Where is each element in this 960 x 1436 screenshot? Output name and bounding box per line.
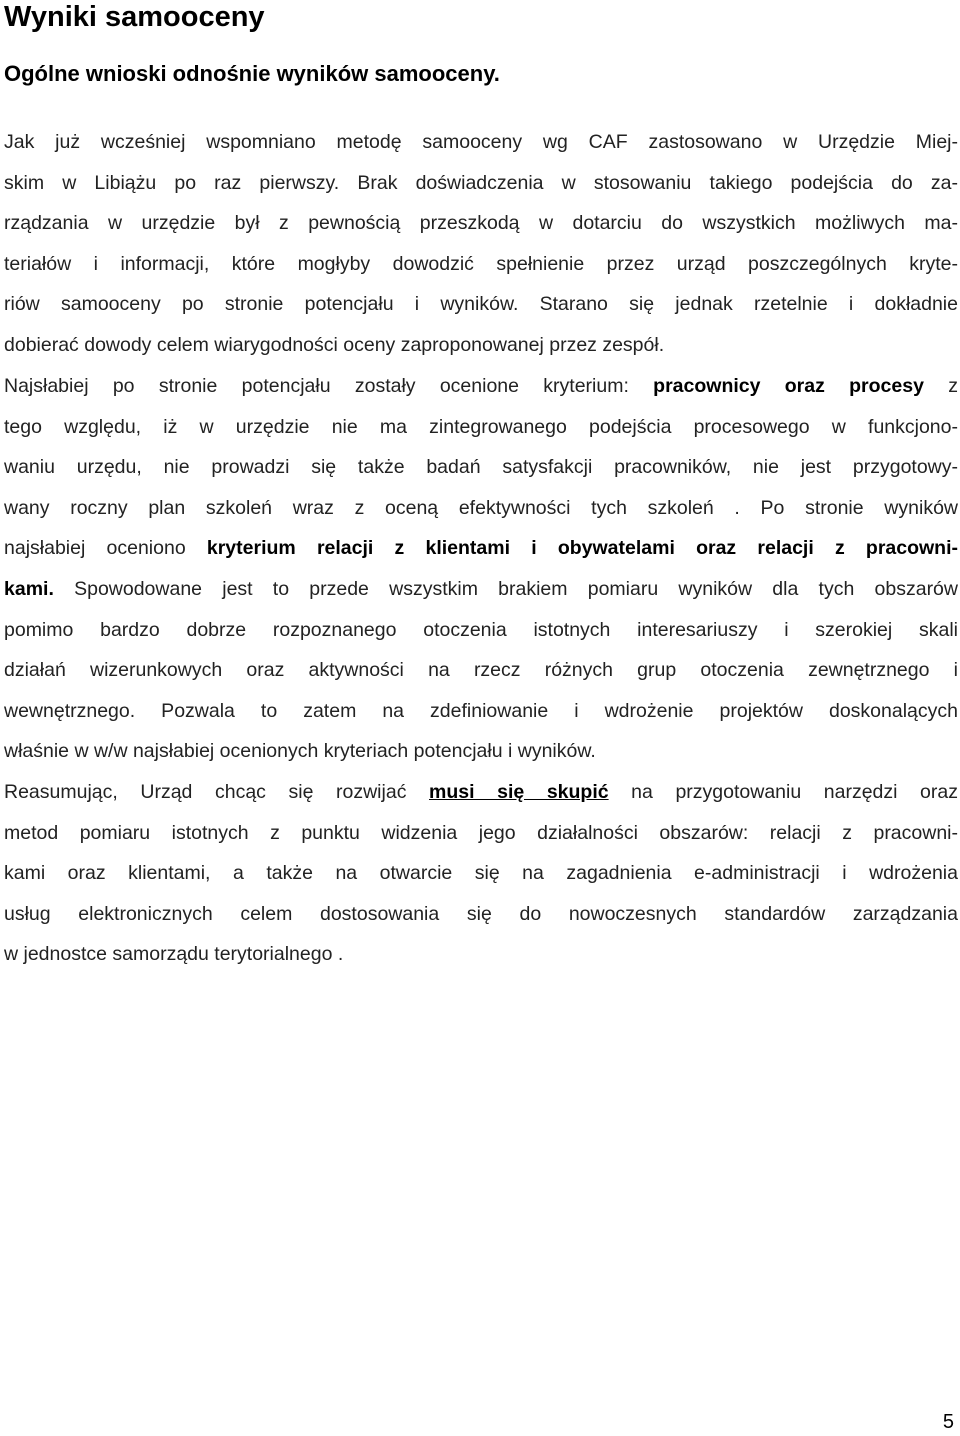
underlined-phrase: musi się skupić xyxy=(429,781,609,803)
page-number: 5 xyxy=(942,1411,954,1433)
bold-phrase: kryterium relacji z klientami i obywatelami oraz relacji z pracowni- xyxy=(206,537,959,560)
page-title: Wyniki samooceny xyxy=(4,1,265,33)
paragraph-line: kami oraz klientami, a także na otwarcie się na zagadnienia e-administracji i wdrożenia xyxy=(4,862,958,885)
paragraph-weakest-criteria xyxy=(4,366,958,772)
paragraph-line: usług elektronicznych celem dostosowania się do nowoczesnych standardów zarządzania xyxy=(4,902,958,925)
paragraph-line: tego względu, iż w urzędzie nie ma zintegrowanego podejścia procesowego w funkcjono- xyxy=(4,415,958,438)
paragraph-line xyxy=(4,366,958,407)
paragraph-line: właśnie w w/w najsłabiej ocenionych kryteriach potencjału i wyników. xyxy=(4,740,596,763)
line-text: Spowodowane jest to przede wszystkim brakiem pomiaru wyników dla tych obszarów xyxy=(53,577,958,600)
line-text: z xyxy=(923,375,958,397)
paragraph-introduction xyxy=(4,122,958,366)
paragraph-line: pomimo bardzo dobrze rozpoznanego otoczenia istotnych interesariuszy i szerokiej skali xyxy=(4,618,958,641)
paragraph-line: w jednostce samorządu terytorialnego . xyxy=(4,943,344,966)
paragraph-line xyxy=(4,569,958,610)
bold-phrase: kami. xyxy=(4,577,54,600)
paragraph-line: wewnętrznego. Pozwala to zatem na zdefiniowanie i wdrożenie projektów doskonalących xyxy=(4,699,958,722)
paragraph-line: skim w Libiążu po raz pierwszy. Brak doświadczenia w stosowaniu takiego podejścia do za- xyxy=(4,171,958,194)
paragraph-line: rządzania w urzędzie był z pewnością przeszkodą w dotarciu do wszystkich możliwych ma- xyxy=(4,212,958,235)
paragraph-line: riów samooceny po stronie potencjału i wyników. Starano się jednak rzetelnie i dokładnie xyxy=(4,293,958,316)
paragraph-summary xyxy=(4,772,958,975)
line-text: Reasumując, Urząd chcąc się rozwijać xyxy=(4,781,430,803)
line-text: najsłabiej oceniono xyxy=(4,537,207,560)
line-text: Najsłabiej po stronie potencjału zostały ocenione kryterium: xyxy=(4,375,654,397)
paragraph-line: teriałów i informacji, które mogłyby dowodzić spełnienie przez urząd poszczególnych kryte- xyxy=(4,252,958,275)
paragraph-line xyxy=(4,772,958,813)
paragraph-line: działań wizerunkowych oraz aktywności na rzecz różnych grup otoczenia zewnętrznego i xyxy=(4,659,958,682)
paragraph-line: waniu urzędu, nie prowadzi się także badań satysfakcji pracowników, nie jest przygotowy- xyxy=(4,456,958,479)
paragraph-line: wany roczny plan szkoleń wraz z oceną efektywności tych szkoleń . Po stronie wyników xyxy=(4,496,958,519)
paragraph-line: metod pomiaru istotnych z punktu widzenia jego działalności obszarów: relacji z pracowni- xyxy=(4,821,958,844)
paragraph-line xyxy=(4,528,958,569)
bold-phrase: pracownicy oraz procesy xyxy=(653,375,924,397)
section-subtitle: Ogólne wnioski odnośnie wyników samooceny. xyxy=(4,61,500,86)
paragraph-line: dobierać dowody celem wiarygodności oceny zaproponowanej przez zespół. xyxy=(4,333,665,356)
paragraph-line: Jak już wcześniej wspomniano metodę samooceny wg CAF zastosowano w Urzędzie Miej- xyxy=(4,131,958,153)
line-text: na przygotowaniu narzędzi oraz xyxy=(608,781,958,803)
